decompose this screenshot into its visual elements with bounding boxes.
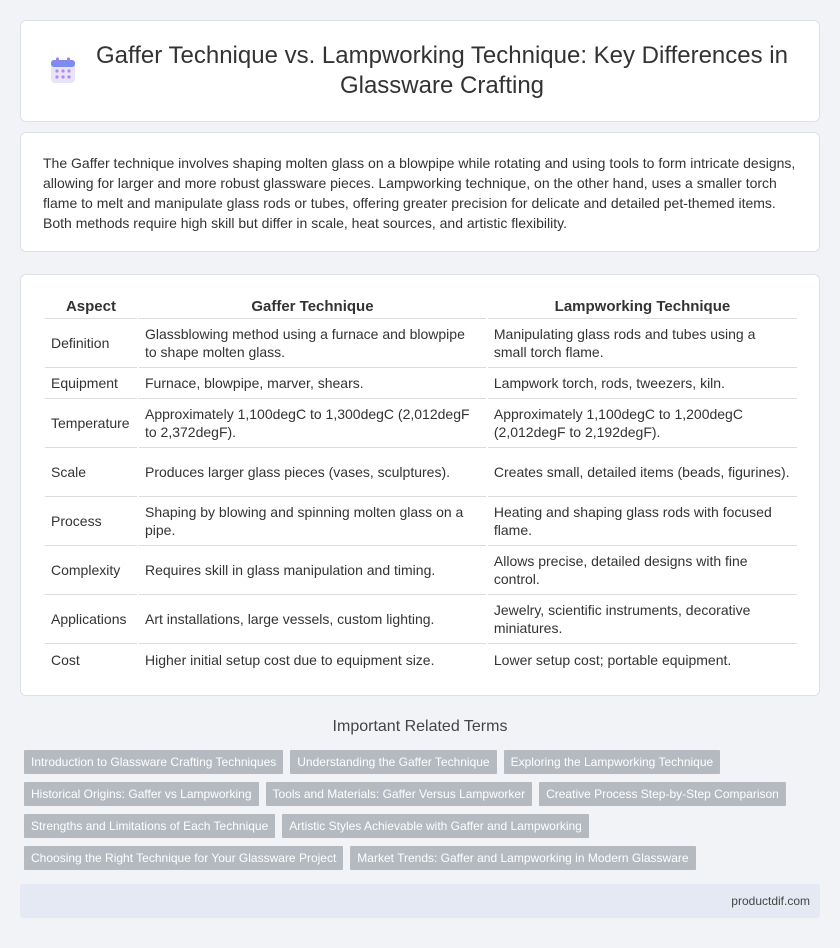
gaffer-cell: Glassblowing method using a furnace and blowpipe to shape molten glass. [139,319,486,368]
lampworking-cell: Creates small, detailed items (beads, figurines). [488,448,797,497]
header-card [20,20,820,122]
intro-card [20,132,820,252]
lampworking-cell: Lampwork torch, rods, tweezers, kiln. [488,368,797,399]
gaffer-cell: Shaping by blowing and spinning molten glass on a pipe. [139,497,486,546]
gaffer-cell: Requires skill in glass manipulation and timing. [139,546,486,595]
gaffer-cell: Approximately 1,100degC to 1,300degC (2,012degF to 2,372degF). [139,399,486,448]
aspect-cell: Applications [45,595,137,644]
header-gaffer: Gaffer Technique [139,295,486,319]
related-term-link[interactable]: Introduction to Glassware Crafting Techniques [24,750,283,774]
related-term-link[interactable]: Choosing the Right Technique for Your Glassware Project [24,846,343,870]
aspect-cell: Definition [45,319,137,368]
aspect-cell: Temperature [45,399,137,448]
related-terms [24,750,824,878]
related-term-link[interactable]: Historical Origins: Gaffer vs Lampworking [24,782,259,806]
term-row [24,782,824,806]
table-row [45,448,797,497]
related-term-link[interactable]: Creative Process Step-by-Step Comparison [539,782,786,806]
gaffer-cell: Higher initial setup cost due to equipment size. [144,651,435,668]
page-title: Gaffer Technique vs. Lampworking Technique: Key Differences in Glassware Crafting [96,42,788,99]
aspect-cell: Complexity [45,546,137,595]
related-term-link[interactable]: Tools and Materials: Gaffer Versus Lampworker [266,782,533,806]
aspect-cell: Cost [51,651,80,668]
footer-site-link[interactable]: productdif.com [731,894,810,908]
aspect-cell: Process [45,497,137,546]
table-row [45,399,797,448]
table-row [45,368,797,399]
lampworking-cell: Manipulating glass rods and tubes using a small torch flame. [488,319,797,368]
table-row [45,497,797,546]
lampworking-cell: Lower setup cost; portable equipment. [493,651,732,668]
term-row [24,846,824,870]
calendar-icon [48,56,78,86]
related-term-link[interactable]: Strengths and Limitations of Each Technique [24,814,275,838]
lampworking-cell: Heating and shaping glass rods with focused flame. [488,497,797,546]
aspect-cell: Scale [45,448,137,497]
related-terms-heading: Important Related Terms [332,718,508,735]
table-header-row [45,295,797,319]
term-row [24,814,824,838]
related-term-link[interactable]: Exploring the Lampworking Technique [504,750,721,774]
related-term-link[interactable]: Artistic Styles Achievable with Gaffer and Lampworking [282,814,589,838]
gaffer-cell: Produces larger glass pieces (vases, sculptures). [139,448,486,497]
header-lampworking: Lampworking Technique [488,295,797,319]
lampworking-cell: Approximately 1,100degC to 1,200degC (2,012degF to 2,192degF). [488,399,797,448]
related-term-link[interactable]: Understanding the Gaffer Technique [290,750,496,774]
header-aspect: Aspect [45,295,137,319]
gaffer-cell: Art installations, large vessels, custom lighting. [139,595,486,644]
aspect-cell: Equipment [45,368,137,399]
footer [20,884,820,918]
comparison-table-card [20,274,820,696]
lampworking-cell: Allows precise, detailed designs with fine control. [488,546,797,595]
gaffer-cell: Furnace, blowpipe, marver, shears. [139,368,486,399]
related-term-link[interactable]: Market Trends: Gaffer and Lampworking in Modern Glassware [350,846,695,870]
table-row [45,319,797,368]
comparison-table [43,295,799,675]
table-row [45,644,797,675]
table-row [45,595,797,644]
lampworking-cell: Jewelry, scientific instruments, decorative miniatures. [488,595,797,644]
table-row [45,546,797,595]
intro-paragraph: The Gaffer technique involves shaping molten glass on a blowpipe while rotating and using tools to form intricate designs, allowing for larger and more robust glassware pieces. Lampworking technique, on the other hand, uses a smaller torch flame to melt and manipulate glass rods or tubes, offering greater precision for delicate and detailed pet-themed items. Both methods require high skill but differ in scale, heat sources, and artistic flexibility. [43,155,796,231]
term-row [24,750,824,774]
